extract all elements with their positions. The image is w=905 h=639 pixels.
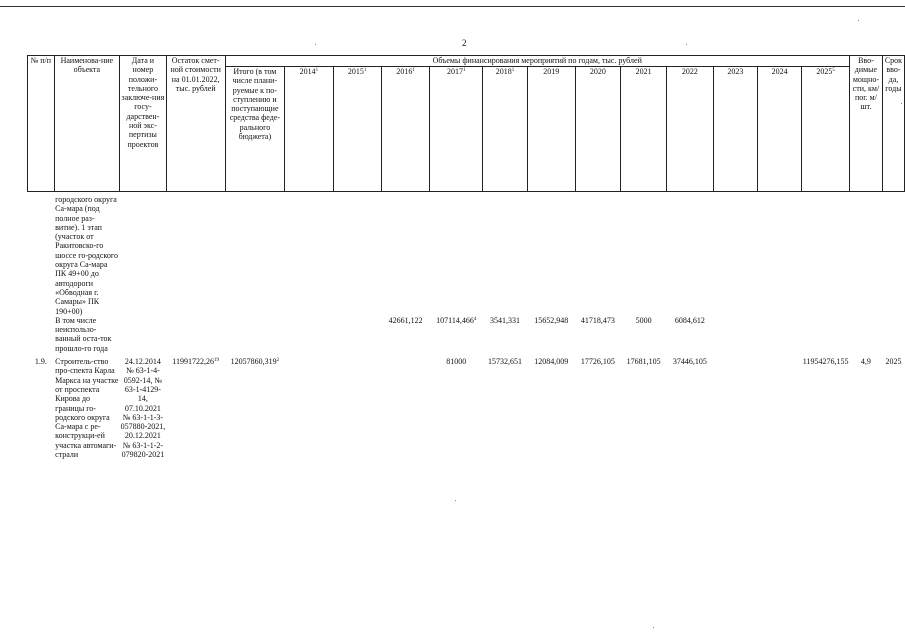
cell-2018: 15732,651 <box>488 357 522 367</box>
cell-2017: 81000 <box>446 357 467 367</box>
scan-speck <box>315 44 316 45</box>
col-header-year: 2018$^1$ <box>483 67 528 192</box>
scan-speck <box>653 627 654 628</box>
cell-2017: 107114,466$^4$ <box>436 315 477 325</box>
col-header-year: 2025$^5$ <box>802 67 850 192</box>
cell-2019: 12084,009 <box>534 357 569 367</box>
col-header-year: 2019 <box>527 67 575 192</box>
cell-2020: 41718,473 <box>580 315 615 325</box>
funding-table <box>27 55 905 459</box>
table-row <box>28 357 905 459</box>
cell-2018: 3541,331 <box>490 315 520 325</box>
col-header-year: 2023 <box>713 67 757 192</box>
cell-2025: 11954276,155 <box>802 357 849 367</box>
col-header-remain: Остаток смет-ной стоимости на 01.01.2022, тыс. рублей <box>166 56 225 192</box>
cell-2016: 42661,122 <box>388 315 423 325</box>
col-header-num: № п/п <box>28 56 55 192</box>
col-header-year: 2020 <box>575 67 621 192</box>
scan-speck <box>455 500 456 501</box>
col-header-capacity: Вво-димые мощно-сти, км/пог. м/шт. <box>849 56 882 192</box>
cell-2021: 5000 <box>635 315 652 325</box>
cell-2020: 17726,105 <box>580 357 615 367</box>
cell-2021: 17681,105 <box>626 357 661 367</box>
capacity-value: 4,9 <box>860 357 871 367</box>
page-number: 2 <box>462 38 467 48</box>
cell-2019: 15652,948 <box>534 315 569 325</box>
scan-speck <box>858 20 859 21</box>
col-header-year: 2024 <box>757 67 801 192</box>
object-name: Строитель-ство про-спекта Карла Маркса на участке от проспекта Кирова до границы го-родского округа Са-мара с ре-конструкци-ей участка автомаги-страли <box>55 357 119 460</box>
col-header-name: Наименова-ние объекта <box>54 56 119 192</box>
cell-2022: 6084,612 <box>674 315 705 325</box>
expert-conclusion: 24.12.2014 № 63-1-4-0592-14, № 63-1-4129-14, 07.10.2021 № 63-1-1-3-057880-2021, 20.12.2021 № 63-1-1-2-079820-2021 <box>120 357 166 460</box>
col-header-year: 2021 <box>621 67 667 192</box>
col-header-deadline: Срок вво-да, годы <box>882 56 904 192</box>
col-header-year: 2014$^1$ <box>285 67 333 192</box>
total-cost: 12057860,319$^2$ <box>230 357 280 367</box>
remaining-cost: 11991722,26$^{19}$ <box>172 357 219 367</box>
col-header-volumes: Объемы финансирования мероприятий по годам, тыс. рублей <box>225 56 849 67</box>
table-row <box>28 316 905 353</box>
cell-2022: 37446,105 <box>672 357 707 367</box>
scan-speck <box>686 44 687 45</box>
row-label-unused-remainder: В том числе неиспользо-ванный оста-ток прошло-го года <box>55 315 112 353</box>
col-header-expert: Дата и номер положи-тельного заключе-ния госу-дарствен-ной экс-пертизы проектов <box>120 56 167 192</box>
top-rule <box>0 6 905 7</box>
row-number: 1.9. <box>34 357 47 367</box>
object-name-continuation: городского округа Са-мара (под полное раз-витие). 1 этап (участок от Ракитовско-го шоссе го-родского округа Са-мара ПК 49+00 до автодороги «Обводная г. Самары» ПК 190+00) <box>55 195 118 316</box>
table-row <box>28 192 905 316</box>
col-header-year: 2017$^1$ <box>430 67 483 192</box>
deadline-value: 2025 <box>885 357 902 367</box>
col-header-total: Итого (в том числе плани-руемые к по-ступлению и поступающие средства феде-рального бюджета) <box>225 67 285 192</box>
col-header-year: 2016$^1$ <box>381 67 430 192</box>
col-header-year: 2022 <box>666 67 713 192</box>
col-header-year: 2015$^1$ <box>333 67 381 192</box>
